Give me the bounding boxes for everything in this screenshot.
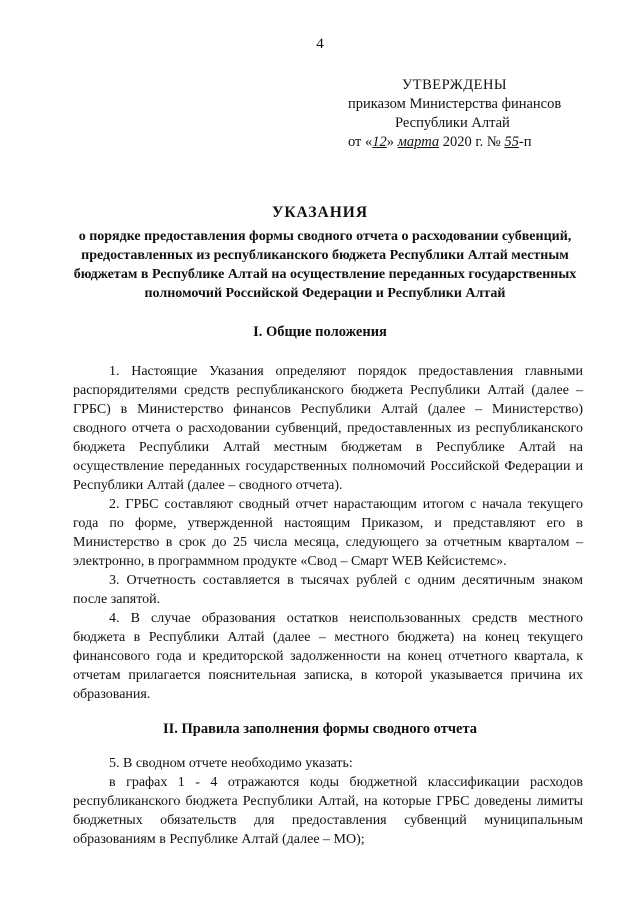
approval-date-prefix: от « bbox=[348, 134, 373, 150]
paragraph-5-columns: в графах 1 - 4 отражаются коды бюджетной классификации расходов республиканского бюджета Республики Алтай, на которые ГРБС доведены лимиты бюджетных обязательств для предоставления субвенций муниципальным образованиям в Республике Алтай (далее – МО); bbox=[73, 775, 583, 847]
section-heading-rules: II. Правила заполнения формы сводного отчета bbox=[162, 721, 478, 737]
approval-title: УТВЕРЖДЕНЫ bbox=[402, 77, 508, 93]
document-subtitle: о порядке предоставления формы сводного отчета о расходовании субвенций, предоставленных из республиканского бюджета Республики Алтай местным бюджетам в Республике Алтай на осуществление переданных государственных полномочий Российской Федерации и Республики Алтай bbox=[73, 229, 577, 301]
paragraph-5: 5. В сводном отчете необходимо указать: bbox=[109, 756, 353, 771]
section-rules-body bbox=[73, 754, 583, 849]
page-number: 4 bbox=[316, 36, 324, 52]
section-heading-general: I. Общие положения bbox=[253, 324, 387, 340]
paragraph-2: 2. ГРБС составляют сводный отчет нарастающим итогом с начала текущего года по форме, утвержденной настоящим Приказом, и представляют его в Министерство в срок до 25 числа месяца, следующего за отчетным кварталом – электронно, в программном продукте «Свод – Смарт WEB Кейсистемс». bbox=[73, 497, 583, 569]
approval-date-mid: » bbox=[386, 134, 398, 150]
approval-day: 12 bbox=[372, 134, 387, 150]
paragraph-1: 1. Настоящие Указания определяют порядок предоставления главными распорядителями средств республиканского бюджета Республики Алтай (далее – ГРБС) в Министерство финансов Республики Алтай (далее – Министерство) сводного отчета о расходовании субвенций, предоставленных из республиканского бюджета Республики Алтай местным бюджетам в Республике Алтай на осуществление переданных государственных полномочий Российской Федерации и Республики Алтай (далее – сводного отчета). bbox=[73, 364, 583, 493]
section-general-body bbox=[73, 362, 583, 704]
paragraph-3: 3. Отчетность составляется в тысячах рублей с одним десятичным знаком после запятой. bbox=[73, 573, 583, 607]
document-title: УКАЗАНИЯ bbox=[271, 204, 369, 221]
approval-number: 55 bbox=[504, 134, 519, 150]
approval-line-1: приказом Министерства финансов bbox=[348, 96, 562, 112]
approval-date-line bbox=[340, 133, 600, 152]
approval-month: марта bbox=[397, 134, 440, 150]
approval-number-suffix: -п bbox=[518, 134, 532, 150]
approval-date-year: 2020 г. № bbox=[439, 134, 505, 150]
approval-line-2: Республики Алтай bbox=[395, 115, 510, 131]
approval-block bbox=[340, 76, 600, 152]
paragraph-4: 4. В случае образования остатков неиспользованных средств местного бюджета в Республики Алтай (далее – местного бюджета) на конец текущего финансового года и кредиторской задолженности на конец отчетного квартала, к отчетам прилагается пояснительная записка, в которой указывается причина их образования. bbox=[73, 611, 583, 702]
